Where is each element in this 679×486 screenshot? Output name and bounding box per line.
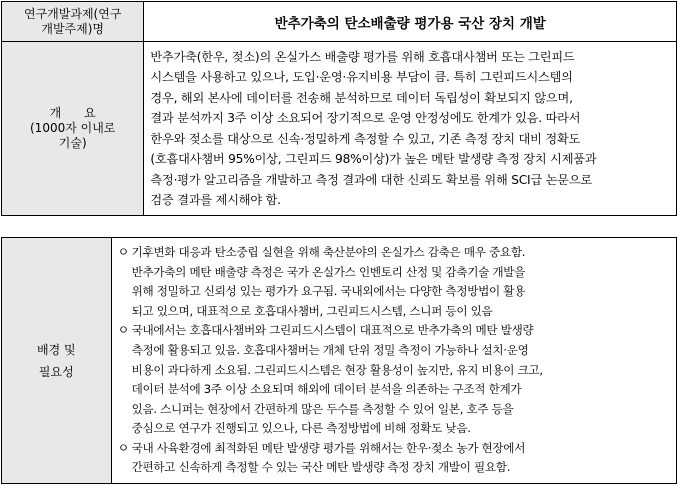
background-table [1, 237, 677, 484]
bullet-line: 위해 정밀하고 신뢰성 있는 평가가 요구됨. 국내외에서는 다양한 측정방법이 활용 [131, 284, 526, 299]
bullet-item [116, 243, 672, 321]
bullet-line: 있음. 스니퍼는 현장에서 간편하게 많은 두수를 측정할 수 있어 일본, 호주 등을 [131, 401, 514, 416]
overview-label-line1: 개 요 [49, 106, 96, 120]
background-label-line2: 필요성 [38, 364, 74, 379]
overview-line: (호흡대사챔버 95%이상, 그린피드 98%이상)가 높은 메탄 발생량 측정 장치 시제품과 [150, 152, 597, 166]
background-text [111, 238, 676, 484]
bullet-line: 기후변화 대응과 탄소중립 실현을 위해 축산분야의 온실가스 감축은 매우 중요함. [131, 244, 526, 259]
bullet-line: 간편하고 신속하게 측정할 수 있는 국산 메탄 발생량 측정 장치 개발이 필요함. [131, 460, 511, 475]
bullet-line: 중심으로 연구가 진행되고 있으나, 다른 측정방법에 비해 정확도 낮음. [131, 421, 471, 436]
overview-line: 경우, 해외 본사에 데이터를 전송해 분석하므로 데이터 독립성이 확보되지 않으며, [150, 90, 573, 105]
bullet-line: 되고 있으며, 대표적으로 호흡대사챔버, 그린피드시스템, 스니퍼 등이 있음 [131, 303, 493, 318]
bullet-line: 국내에서는 호흡대사챔버와 그린피드시스템이 대표적으로 반추가축의 메탄 발생량 [131, 323, 534, 338]
overview-line: 반추가축(한우, 젖소)의 온실가스 배출량 평가를 위해 호흡대사챔버 또는 그린피드 [150, 49, 575, 64]
overview-label-line3: 기술) [58, 136, 87, 150]
bullet-marker: ㅇ [117, 244, 129, 259]
overview-line: 한우와 젖소를 대상으로 신속·정밀하게 측정할 수 있고, 기존 측정 장치 대비 정확도 [150, 131, 581, 146]
project-title: 반추가축의 탄소배출량 평가용 국산 장치 개발 [144, 2, 677, 42]
overview-label-cell [2, 42, 144, 216]
bullet-marker: ㅇ [117, 440, 129, 455]
overview-line: 측정·평가 알고리즘을 개발하고 측정 결과에 대한 신뢰도 확보를 위해 SCI급 논문으로 [150, 172, 592, 187]
overview-line: 검증 결과를 제시해야 함. [150, 193, 281, 207]
bullet-line: 데이터 분석에 3주 이상 소요되며 해외에 데이터 분석을 의존하는 구조적 한계가 [131, 382, 522, 397]
background-label-cell [2, 238, 112, 484]
project-info-table [1, 1, 677, 216]
bullet-marker: ㅇ [117, 323, 129, 338]
bullet-line: 반추가축의 메탄 배출량 측정은 국가 온실가스 인벤토리 산정 및 감축기술 개발을 [131, 264, 526, 279]
project-name-label-line1: 연구개발과제(연구 [24, 6, 122, 21]
background-label-line1: 배경 및 [36, 342, 76, 357]
bullet-item [116, 439, 672, 478]
bullet-line: 국내 사육환경에 최적화된 메탄 발생량 평가를 위해서는 한우·젖소 농가 현장에서 [131, 440, 526, 455]
project-name-label-line2: 개발주제)명 [41, 21, 105, 36]
overview-line: 시스템을 사용하고 있으나, 도입·운영·유지비용 부담이 큼. 특히 그린피드시스템의 [150, 70, 573, 84]
bullet-line: 측정에 활용되고 있음. 호흡대사챔버는 개체 단위 정밀 측정이 가능하나 설치·운영 [131, 342, 529, 357]
overview-text [144, 42, 677, 216]
overview-label-line2: (1000자 이내로 [30, 121, 116, 135]
bullet-item [116, 321, 672, 439]
bullet-line: 비용이 과다하게 소요됨. 그린피드시스템은 현장 활용성이 높지만, 유지 비용이 크고, [131, 362, 543, 377]
overview-line: 결과 분석까지 3주 이상 소요되어 장기적으로 운영 안정성에도 한계가 있음. 따라서 [150, 111, 581, 125]
project-name-label-cell [2, 2, 144, 42]
